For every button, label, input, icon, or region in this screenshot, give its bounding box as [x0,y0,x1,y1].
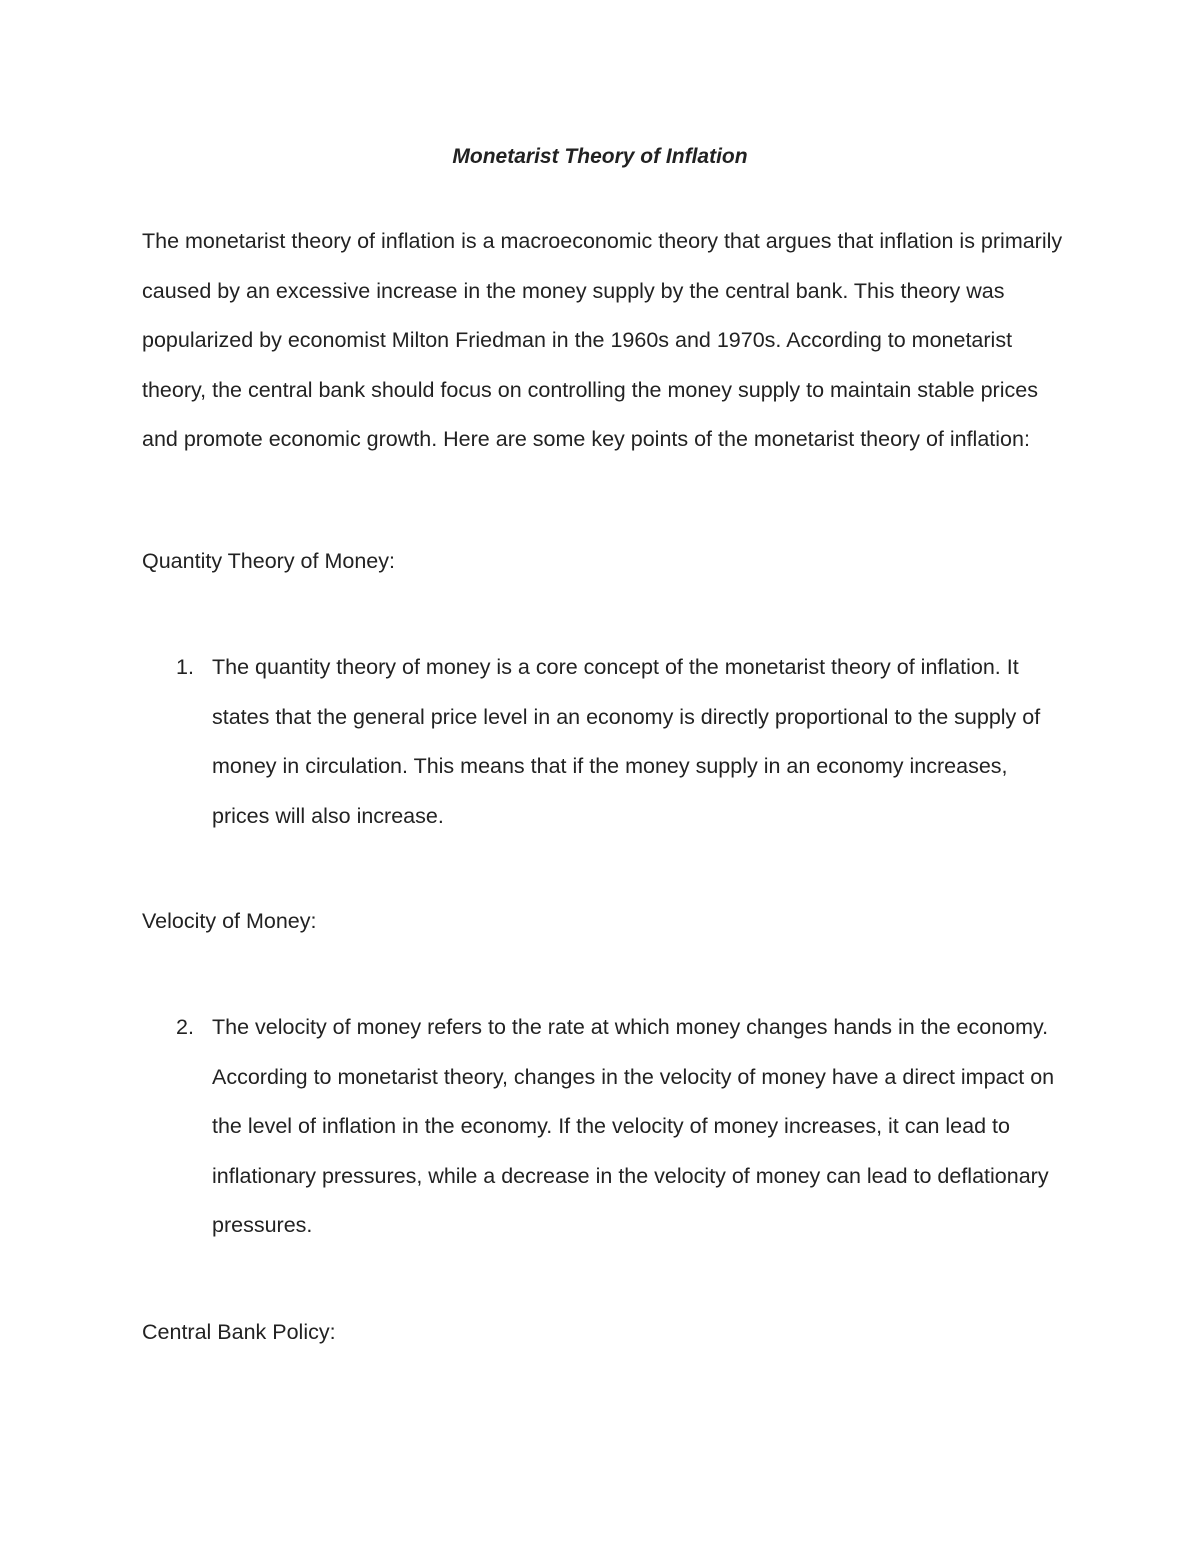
section-heading-quantity-theory: Quantity Theory of Money: [142,549,395,573]
list-item-text: The velocity of money refers to the rate at which money changes hands in the economy. According to monetarist theory, changes in the velocity of money have a direct impact on the level of inflation in the economy. If the velocity of money increases, it can lead to inflationary pressures, while a decrease in the velocity of money can lead to deflationary pressures. [212,1015,1055,1237]
intro-paragraph: The monetarist theory of inflation is a macroeconomic theory that argues that inflation is primarily caused by an excessive increase in the money supply by the central bank. This theory was popularized by economist Milton Friedman in the 1960s and 1970s. According to monetarist theory, the central bank should focus on controlling the money supply to maintain stable prices and promote economic growth. Here are some key points of the monetarist theory of inflation: [142,229,1063,451]
list-item-text: The quantity theory of money is a core concept of the monetarist theory of inflation. It states that the general price level in an economy is directly proportional to the supply of money in circulation. This means that if the money supply in an economy increases, prices will also increase. [212,655,1041,828]
section-heading-velocity: Velocity of Money: [142,909,317,933]
list-number: 1. [176,655,194,679]
list-item-velocity [142,1003,1067,1251]
section-heading-central-bank: Central Bank Policy: [142,1320,336,1344]
list-number: 2. [176,1015,194,1039]
list-item-quantity-theory [142,643,1067,841]
document-title: Monetarist Theory of Inflation [452,145,748,168]
